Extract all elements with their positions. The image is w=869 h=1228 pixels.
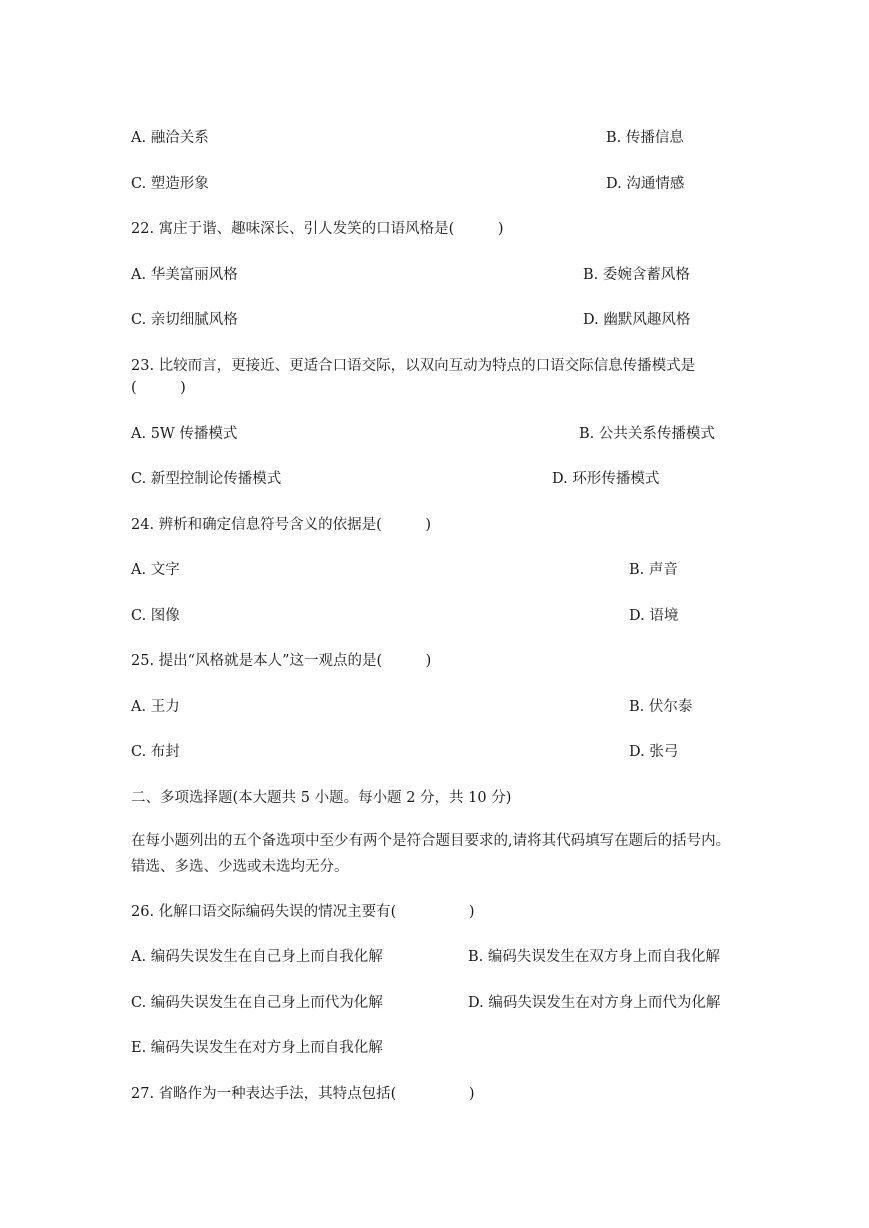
- option-a: A. 华美富丽风格: [131, 267, 238, 283]
- section-instruction: 在每小题列出的五个备选项中至少有两个是符合题目要求的,请将其代码填写在题后的括号内。错选、多选、少选或未选均无分。: [131, 833, 731, 875]
- option-a: A. 王力: [131, 699, 180, 715]
- option-b: B. 编码失误发生在双方身上而自我化解: [468, 949, 720, 965]
- option-d: D. 张弓: [629, 744, 679, 760]
- option-d: D. 幽默风趣风格: [583, 312, 691, 328]
- option-a: A. 融洽关系: [131, 130, 209, 146]
- question-stem: 22. 寓庄于谐、趣味深长、引人发笑的口语风格是( ): [131, 221, 504, 237]
- question-stem: 24. 辨析和确定信息符号含义的依据是( ): [131, 517, 431, 533]
- option-d: D. 编码失误发生在对方身上而代为化解: [468, 995, 721, 1011]
- section-title: 二、多项选择题(本大题共 5 小题。每小题 2 分，共 10 分): [131, 790, 512, 806]
- option-b: B. 传播信息: [606, 130, 684, 146]
- option-e: E. 编码失误发生在对方身上而自我化解: [131, 1040, 383, 1056]
- option-b: B. 伏尔泰: [629, 699, 693, 715]
- option-b: B. 委婉含蓄风格: [583, 267, 690, 283]
- option-d: D. 沟通情感: [606, 176, 685, 192]
- question-stem: 25. 提出“风格就是本人”这一观点的是( ): [131, 653, 432, 669]
- question-stem: 27. 省略作为一种表达手法，其特点包括( ): [131, 1086, 475, 1102]
- option-b: B. 公共关系传播模式: [579, 426, 715, 442]
- question-stem: 26. 化解口语交际编码失误的情况主要有( ): [131, 904, 475, 920]
- option-d: D. 语境: [629, 608, 679, 624]
- option-c: C. 塑造形象: [131, 176, 209, 192]
- option-c: C. 布封: [131, 744, 180, 760]
- option-c: C. 亲切细腻风格: [131, 312, 238, 328]
- option-a: A. 编码失误发生在自己身上而自我化解: [131, 949, 383, 965]
- question-stem: 23. 比较而言，更接近、更适合口语交际，以双向互动为特点的口语交际信息传播模式是: [131, 358, 696, 374]
- option-a: A. 文字: [131, 562, 180, 578]
- option-c: C. 编码失误发生在自己身上而代为化解: [131, 995, 383, 1011]
- option-c: C. 新型控制论传播模式: [131, 471, 282, 487]
- option-b: B. 声音: [629, 562, 678, 578]
- question-stem-continued: ( ): [131, 380, 186, 396]
- option-d: D. 环形传播模式: [552, 471, 660, 487]
- option-a: A. 5W 传播模式: [131, 426, 238, 442]
- option-c: C. 图像: [131, 608, 180, 624]
